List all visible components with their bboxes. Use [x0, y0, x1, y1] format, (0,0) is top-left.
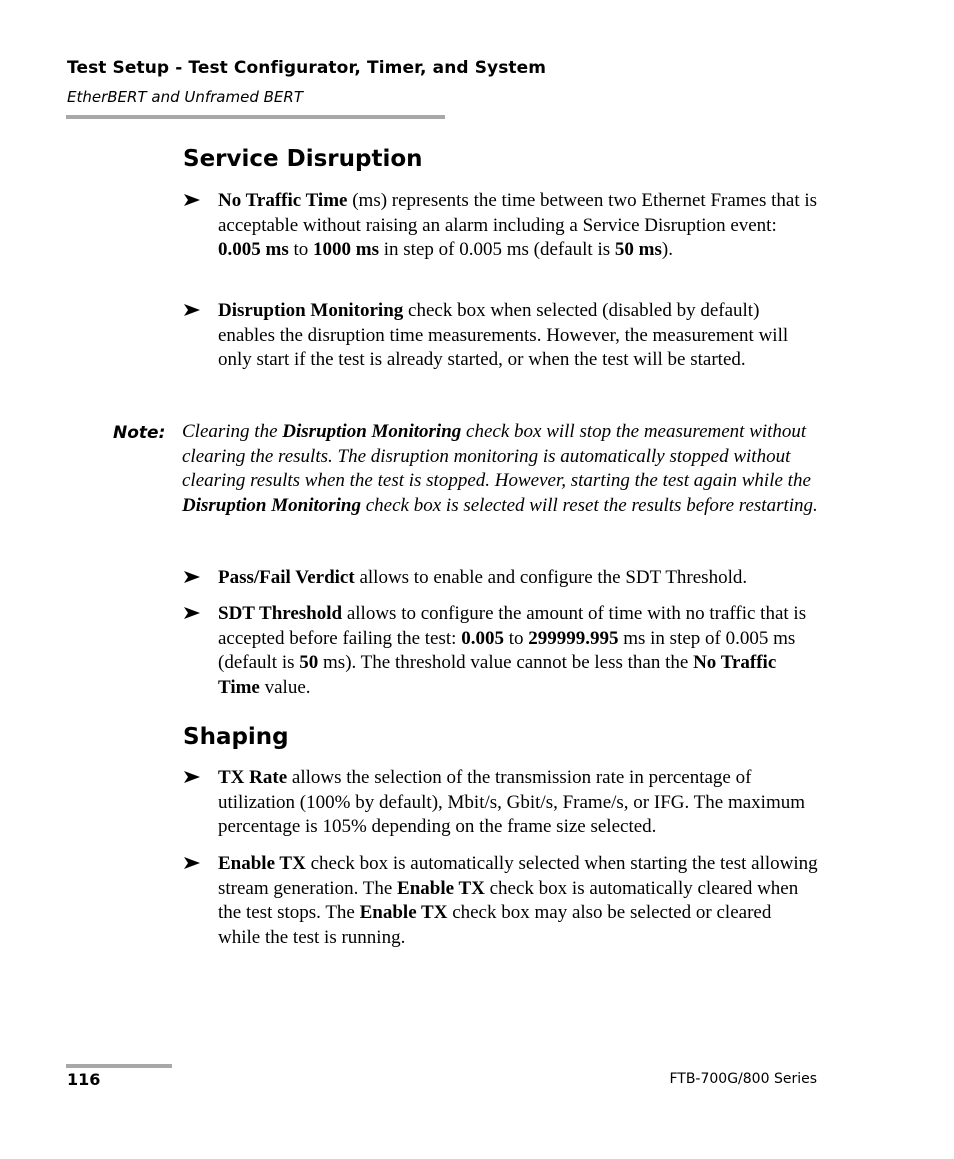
text: allows to enable and configure the SDT Threshold. [354, 567, 748, 588]
arrow-bullet-icon [183, 301, 201, 319]
term: TX Rate [218, 767, 288, 788]
note-text [182, 420, 822, 518]
note-block [113, 420, 825, 518]
text: check box may also be selected or cleared while the test is running. [218, 902, 772, 948]
text: to [288, 239, 314, 261]
list-item [183, 299, 823, 373]
page-number: 116 [67, 1070, 101, 1089]
footer-divider [66, 1064, 172, 1068]
arrow-bullet-icon [183, 768, 201, 786]
text: ms in step of 0.005 ms (default is [218, 627, 796, 674]
running-header-subtitle: EtherBERT and Unframed BERT [67, 88, 303, 106]
text: check box is automatically cleared when the test stops. The [218, 877, 799, 924]
bullet-text [218, 566, 818, 591]
term: SDT Threshold [218, 603, 343, 624]
text: ms). The threshold value cannot be less than the [318, 652, 694, 674]
term: Enable TX [359, 902, 448, 924]
value: 50 [299, 652, 319, 674]
list-item [183, 852, 823, 950]
list-item [183, 189, 823, 263]
list-item [183, 566, 823, 591]
value: 50 ms [614, 239, 662, 261]
term: Disruption Monitoring [218, 300, 404, 321]
text: Clearing the [182, 421, 283, 442]
list-item [183, 602, 823, 700]
section-heading-shaping: Shaping [183, 724, 289, 750]
bullet-text [218, 189, 818, 263]
arrow-bullet-icon [183, 568, 201, 586]
term: No Traffic Time [218, 190, 348, 211]
term: No Traffic Time [218, 652, 777, 698]
bullet-text [218, 852, 818, 950]
text: allows the selection of the transmission rate in percentage of utilization (100% by default), Mbit/s, Gbit/s, Frame/s, or IFG. The maximum percentage is 105% depending on the frame size selected. [218, 767, 805, 838]
section-heading-service-disruption: Service Disruption [183, 146, 423, 172]
value: 1000 ms [313, 239, 379, 261]
value: 0.005 ms [218, 239, 289, 261]
text: value. [259, 676, 311, 698]
text: check box when selected (disabled by default) enables the disruption time measurements. However, the measurement will only start if the test is already started, or when the test will be started. [218, 300, 789, 371]
bullet-text [218, 766, 818, 840]
term: Disruption Monitoring [282, 421, 462, 442]
note-label: Note: [113, 423, 166, 443]
arrow-bullet-icon [183, 604, 201, 622]
arrow-bullet-icon [183, 854, 201, 872]
text: ). [661, 239, 673, 261]
text: check box is automatically selected when starting the test allowing stream generation. The [218, 853, 818, 899]
text: in step of 0.005 ms (default is [379, 239, 615, 261]
list-item [183, 766, 823, 840]
text: (ms) represents the time between two Ethernet Frames that is acceptable without raising an alarm including a Service Disruption event: [218, 190, 818, 236]
header-divider [66, 115, 445, 119]
text: check box is selected will reset the results before restarting. [361, 494, 818, 516]
term: Pass/Fail Verdict [218, 567, 355, 588]
product-series: FTB-700G/800 Series [669, 1071, 817, 1087]
value: 0.005 [461, 627, 504, 649]
bullet-text [218, 299, 818, 373]
running-header-title: Test Setup - Test Configurator, Timer, and System [67, 58, 547, 78]
text: to [503, 627, 529, 649]
value: 299999.995 [528, 627, 619, 649]
text: check box will stop the measurement without clearing the results. The disruption monitoring is automatically stopped without clearing results when the test is stopped. However, starting the test again while the [182, 421, 811, 492]
term: Disruption Monitoring [182, 494, 361, 516]
arrow-bullet-icon [183, 191, 201, 209]
term: Enable TX [218, 853, 306, 874]
term: Enable TX [397, 877, 485, 899]
text: allows to configure the amount of time with no traffic that is accepted before failing the test: [218, 603, 807, 649]
bullet-text [218, 602, 818, 700]
